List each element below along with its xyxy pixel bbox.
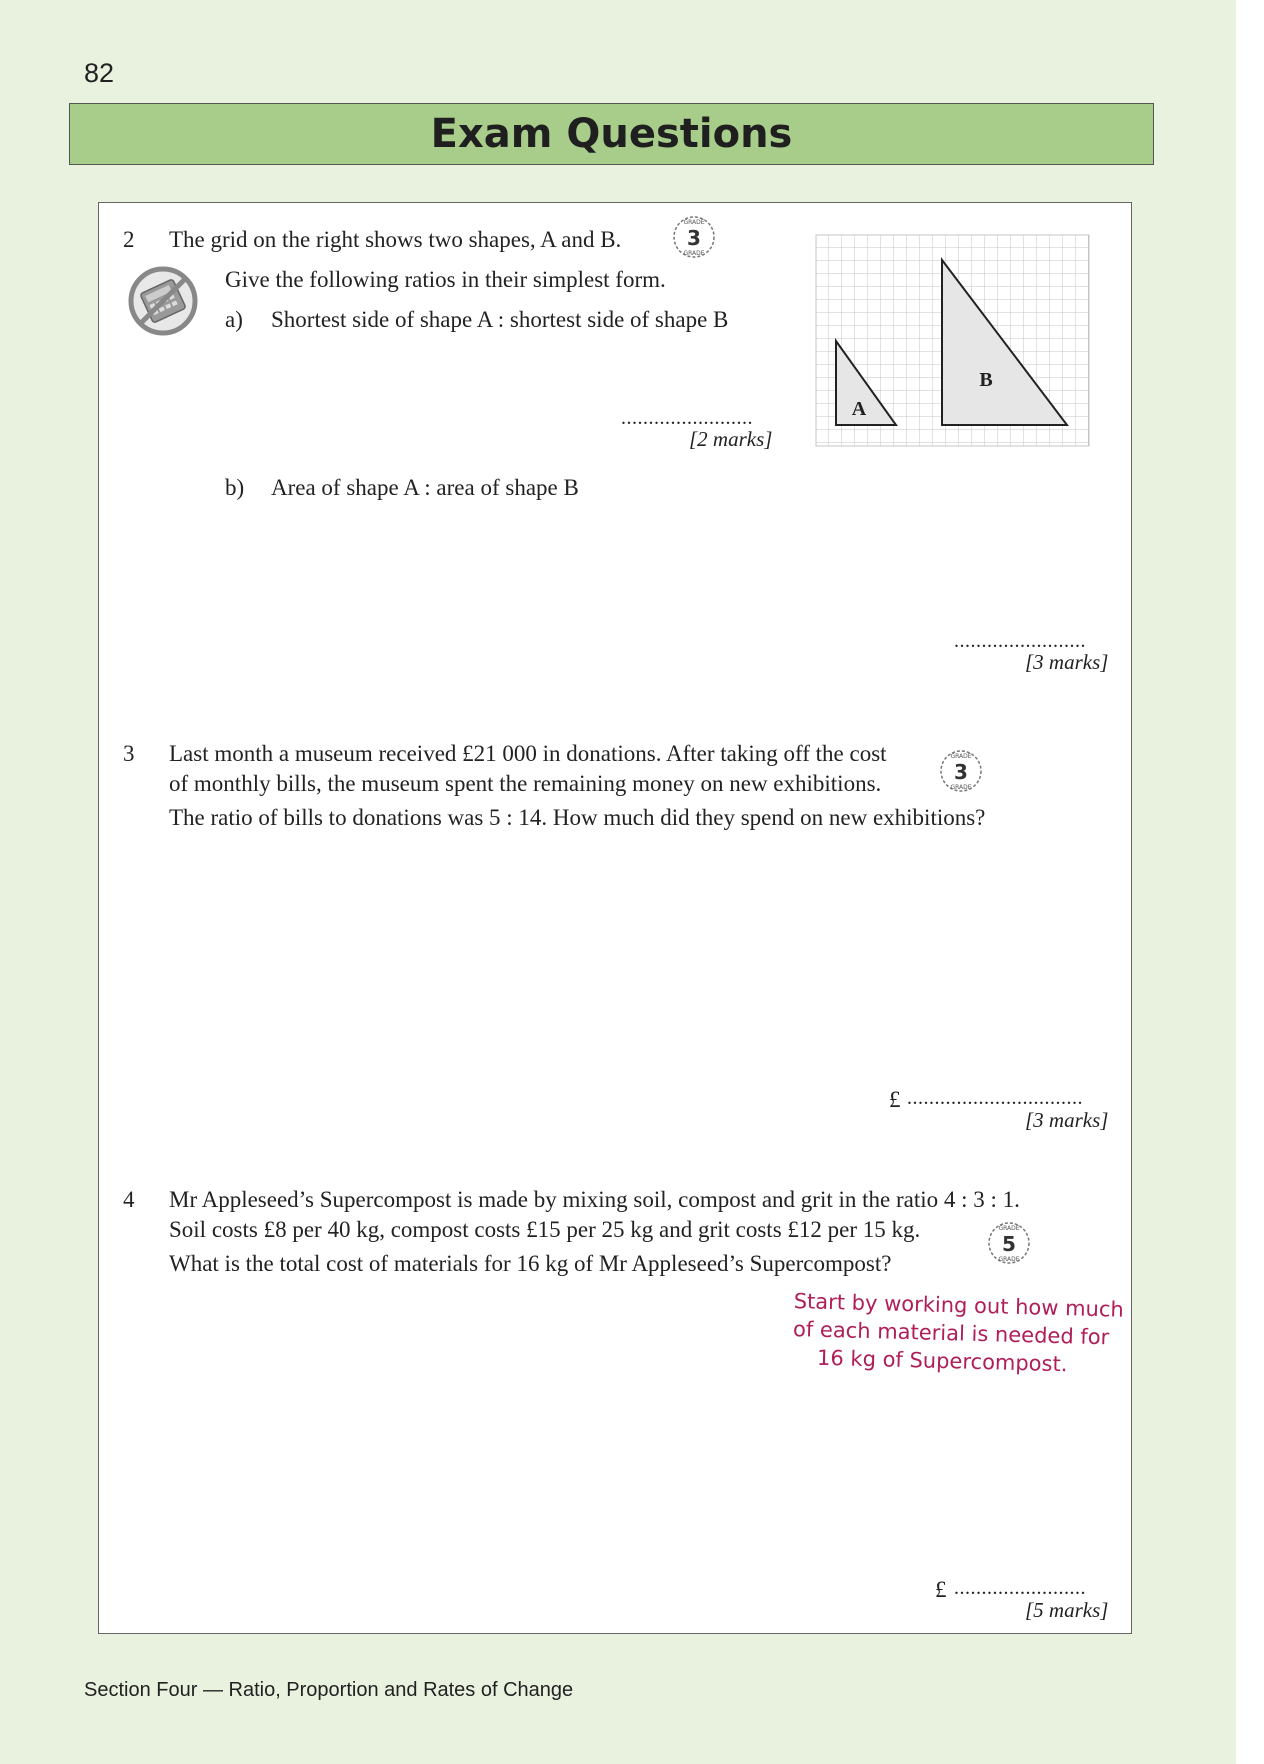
question-2-line1: The grid on the right shows two shapes, A and B.	[169, 227, 622, 252]
question-2-part-b-label: b)	[225, 475, 245, 500]
question-4-marks: [5 marks]	[1025, 1598, 1109, 1622]
hint-line-2: of each material is needed for	[792, 1317, 1110, 1350]
question-4-pound-sign: £	[935, 1577, 947, 1602]
question-4-number: 4	[123, 1187, 135, 1212]
question-2b-answer-line[interactable]: ........................	[954, 630, 1086, 652]
shape-b-label: B	[979, 369, 993, 391]
no-calculator-icon	[127, 265, 199, 337]
question-3-marks: [3 marks]	[1025, 1108, 1109, 1132]
question-4-grade: 5	[1002, 1232, 1016, 1256]
grade-badge-top-word: GRADE	[683, 219, 705, 226]
question-4-answer-line[interactable]: ........................	[954, 1577, 1086, 1599]
question-2-part-b-text: Area of shape A : area of shape B	[271, 475, 579, 500]
question-box	[98, 202, 1132, 1634]
question-4-line1: Mr Appleseed’s Supercompost is made by mixing soil, compost and grit in the ratio 4 : 3 : 1.	[169, 1187, 1020, 1212]
grade-3-badge-icon	[939, 749, 983, 793]
question-2-number: 2	[123, 227, 135, 252]
page-number: 82	[84, 58, 115, 88]
header-band	[69, 103, 1154, 165]
question-4-line3: What is the total cost of materials for 16 kg of Mr Appleseed’s Supercompost?	[169, 1251, 892, 1276]
grade-badge-bottom-word: GRADE	[998, 1256, 1020, 1263]
question-3-line2: of monthly bills, the museum spent the remaining money on new exhibitions.	[169, 771, 882, 796]
question-3-line1: Last month a museum received £21 000 in donations. After taking off the cost	[169, 741, 887, 766]
question-3-line3: The ratio of bills to donations was 5 : 14. How much did they spend on new exhibitions?	[169, 805, 986, 830]
question-3-number: 3	[123, 741, 135, 766]
question-2-grade: 3	[687, 226, 701, 250]
question-2-part-a-label: a)	[225, 307, 243, 332]
question-2b-marks: [3 marks]	[1025, 650, 1109, 674]
question-2a-answer-line[interactable]: ........................	[621, 407, 753, 429]
grade-badge-bottom-word: GRADE	[683, 250, 705, 257]
grade-badge-bottom-word: GRADE	[950, 784, 972, 791]
question-3-pound-sign: £	[889, 1087, 901, 1112]
grade-3-badge-icon	[672, 215, 716, 259]
question-4-hint	[792, 1287, 1125, 1379]
section-footer: Section Four — Ratio, Proportion and Rates of Change	[84, 1679, 574, 1701]
hint-line-1: Start by working out how much	[793, 1289, 1125, 1322]
hint-line-3: 16 kg of Supercompost.	[816, 1345, 1068, 1377]
question-3-grade: 3	[954, 760, 968, 784]
question-3-answer-line[interactable]: ................................	[907, 1087, 1083, 1109]
shape-a-label: A	[851, 398, 867, 420]
page-title: Exam Questions	[430, 111, 793, 157]
grade-badge-top-word: GRADE	[998, 1225, 1020, 1232]
question-4-line2: Soil costs £8 per 40 kg, compost costs £15 per 25 kg and grit costs £12 per 15 kg.	[169, 1217, 921, 1242]
question-2-line2: Give the following ratios in their simplest form.	[225, 267, 666, 292]
grade-5-badge-icon	[987, 1221, 1031, 1265]
question-2-part-a-text: Shortest side of shape A : shortest side of shape B	[271, 307, 729, 332]
shapes-grid	[815, 234, 1090, 447]
question-2a-marks: [2 marks]	[689, 427, 773, 451]
grade-badge-top-word: GRADE	[950, 753, 972, 760]
